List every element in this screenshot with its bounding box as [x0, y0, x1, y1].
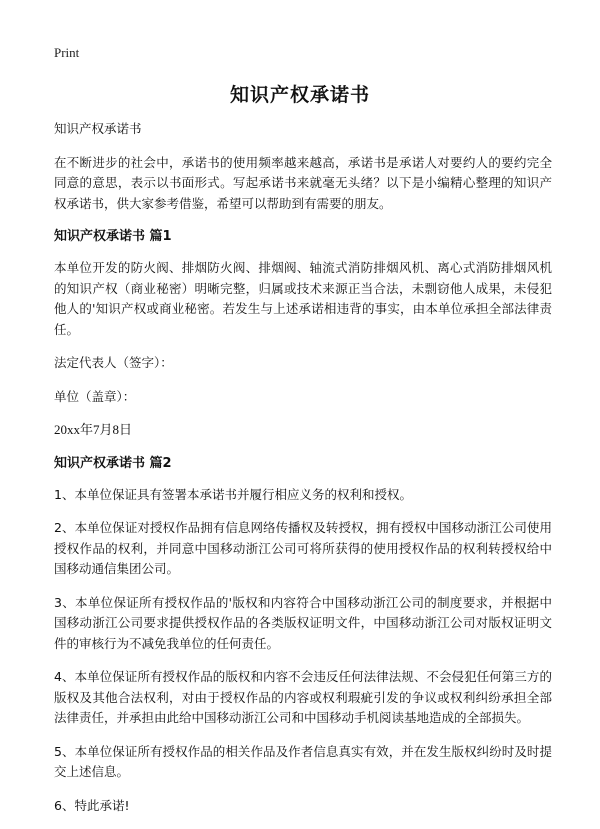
section-1-body: 本单位开发的防火阀、排烟防火阀、排烟阀、轴流式消防排烟风机、离心式消防排烟风机的知识产权（商业秘密）明晰完整，归属或技术来源正当合法，未剽窃他人成果，未侵犯他人的'知识产权或商业秘密。若发生与上述承诺相违背的事实，由本单位承担全部法律责任。 [54, 260, 552, 337]
document-subtitle: 知识产权承诺书 [54, 121, 142, 136]
section-2-heading: 知识产权承诺书 篇2 [54, 455, 172, 471]
document-body [54, 119, 552, 829]
page-title: 知识产权承诺书 [229, 84, 370, 106]
list-item: 4、本单位保证所有授权作品的版权和内容不会违反任何法律法规、不会侵犯任何第三方的版权及其他合法权利，对由于授权作品的内容或权利瑕疵引发的争议或权利纠纷承担全部法律责任，并承担由此给中国移动浙江公司和中国移动手机阅读基地造成的全部损失。 [54, 669, 552, 725]
list-item: 5、本单位保证所有授权作品的相关作品及作者信息真实有效，并在发生版权纠纷时及时提交上述信息。 [54, 743, 552, 779]
date-line: 20xx年7月8日 [54, 422, 133, 437]
unit-seal-line: 单位（盖章）： [54, 388, 136, 404]
list-item: 6、特此承诺! [54, 797, 130, 813]
list-item: 1、本单位保证具有签署本承诺书并履行相应义务的权利和授权。 [54, 486, 412, 502]
list-item: 3、本单位保证所有授权作品的'版权和内容符合中国移动浙江公司的制度要求，并根据中国移动浙江公司要求提供授权作品的各类版权证明文件，中国移动浙江公司对版权证明文件的审核行为不减免我单位的任何责任。 [54, 594, 552, 651]
list-item: 2、本单位保证对授权作品拥有信息网络传播权及转授权，拥有授权中国移动浙江公司使用授权作品的权利，并同意中国移动浙江公司可将所获得的使用授权作品的权利转授权给中国移动通信集团公司。 [54, 520, 552, 576]
section-1-heading: 知识产权承诺书 篇1 [54, 229, 172, 244]
print-link[interactable]: Print [54, 45, 80, 60]
legal-representative-line: 法定代表人（签字）： [54, 355, 173, 370]
intro-paragraph: 在不断进步的社会中，承诺书的使用频率越来越高，承诺书是承诺人对要约人的要约完全同意的意思，表示以书面形式。写起承诺书来就毫无头绪？以下是小编精心整理的知识产权承诺书，供大家参考借鉴，希望可以帮助到有需要的朋友。 [54, 154, 552, 211]
